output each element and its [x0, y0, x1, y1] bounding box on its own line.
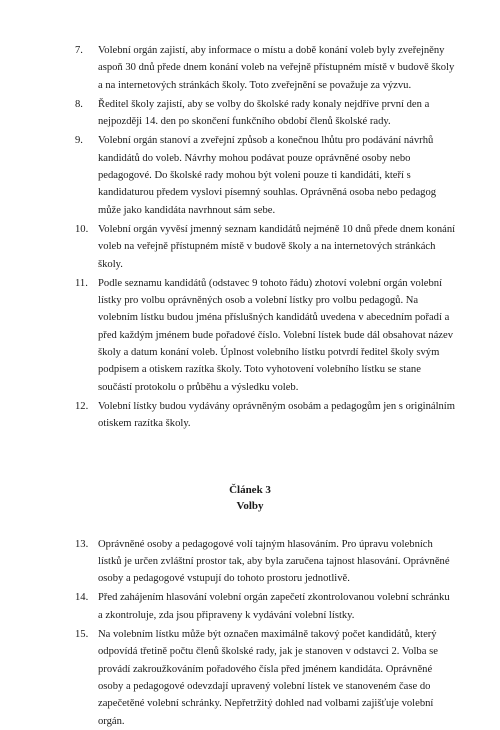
- item-text: Volební lístky budou vydávány oprávněným osobám a pedagogům jen s originálním otiskem razítka školy.: [98, 400, 455, 430]
- item-number: 9.: [75, 135, 83, 147]
- item-number: 15.: [75, 629, 89, 641]
- item-number: 11.: [75, 277, 88, 289]
- item-text: Oprávněné osoby a pedagogové volí tajným hlasováním. Pro úpravu volebních lístků je určen zvláštní prostor tak, aby byla zaručena tajnost hlasování. Oprávněné osoby a pedagogové vstupují do tohoto prostoru jednotlivě.: [98, 538, 450, 585]
- list-item-10: [0, 221, 500, 273]
- item-text: Ředitel školy zajistí, aby se volby do školské rady konaly nejdříve první den a nejpozději 14. den po skončení funkčního období členů školské rady.: [98, 98, 430, 128]
- list-item-13: [0, 536, 500, 588]
- list-item-12: [0, 398, 500, 433]
- list-item-8: [0, 96, 500, 131]
- list-item-7: [0, 42, 500, 94]
- rules-list-before: [0, 42, 500, 433]
- item-text: Volební orgán vyvěsí jmenný seznam kandidátů nejméně 10 dnů přede dnem konání voleb na veřejně přístupném místě v budově školy a na internetových stránkách školy.: [98, 223, 456, 270]
- item-text: Před zahájením hlasování volební orgán zapečetí zkontrolovanou volební schránku a zkontroluje, zda jsou připraveny k vydávání volební lístky.: [98, 592, 450, 621]
- article-heading: Článek 3: [229, 483, 271, 496]
- item-text: Na volebním lístku může být označen maximálně takový počet kandidátů, který odpovídá třetině počtu členů školské rady, jak je stanoven v odstavci 2. Volba se provádí zakroužkováním pořadového čísla před jménem kandidáta. Oprávněné osoby a pedagogové odevzdají upravený volební lístek ve stanoveném čase do zapečetěné volební schránky. Nepřetržitý dohled nad volbami zajišťuje volební orgán.: [98, 629, 438, 727]
- item-number: 10.: [75, 223, 89, 235]
- article-title: Volby: [236, 499, 264, 512]
- item-number: 8.: [75, 98, 83, 110]
- item-number: 14.: [75, 592, 89, 604]
- list-item-9: [0, 132, 500, 218]
- list-item-11: [0, 275, 500, 396]
- list-item-15: [0, 626, 500, 730]
- item-text: Volební orgán stanoví a zveřejní způsob a konečnou lhůtu pro podávání návrhů kandidátů do voleb. Návrhy mohou podávat pouze oprávněné osoby nebo pedagogové. Do školské rady mohou být voleni pouze ti kandidáti, kteří s kandidaturou předem vyslovi písemný souhlas. Oprávněná osoba nebo pedagog může jako kandidáta navrhnout sám sebe.: [98, 135, 437, 216]
- list-item-14: [0, 589, 500, 624]
- item-number: 13.: [75, 538, 89, 550]
- item-number: 12.: [75, 400, 89, 412]
- item-text: Volební orgán zajistí, aby informace o místu a době konání voleb byly zveřejněny aspoň 30 dnů přede dnem konání voleb na veřejně přístupném místě v budově školy a na internetových stránkách školy. Toto zveřejnění se považuje za výzvu.: [98, 45, 455, 91]
- rules-list-article-3: [0, 536, 500, 730]
- item-number: 7.: [75, 45, 83, 56]
- item-text: Podle seznamu kandidátů (odstavec 9 tohoto řádu) zhotoví volební orgán volební lístky pro volbu oprávněných osob a volební lístky pro volbu pedagogů. Na volebním lístku budou jména příslušných kandidátů uvedena v abecedním pořadí a před každým jménem bude pořadové číslo. Volební lístek bude dál obsahovat název školy a datum konání voleb. Úplnost volebního lístku potvrdí ředitel školy svým podpisem a otiskem razítka školy. Toto vyhotovení volebního lístku se stane součástí protokolu o průběhu a výsledku voleb.: [98, 277, 453, 393]
